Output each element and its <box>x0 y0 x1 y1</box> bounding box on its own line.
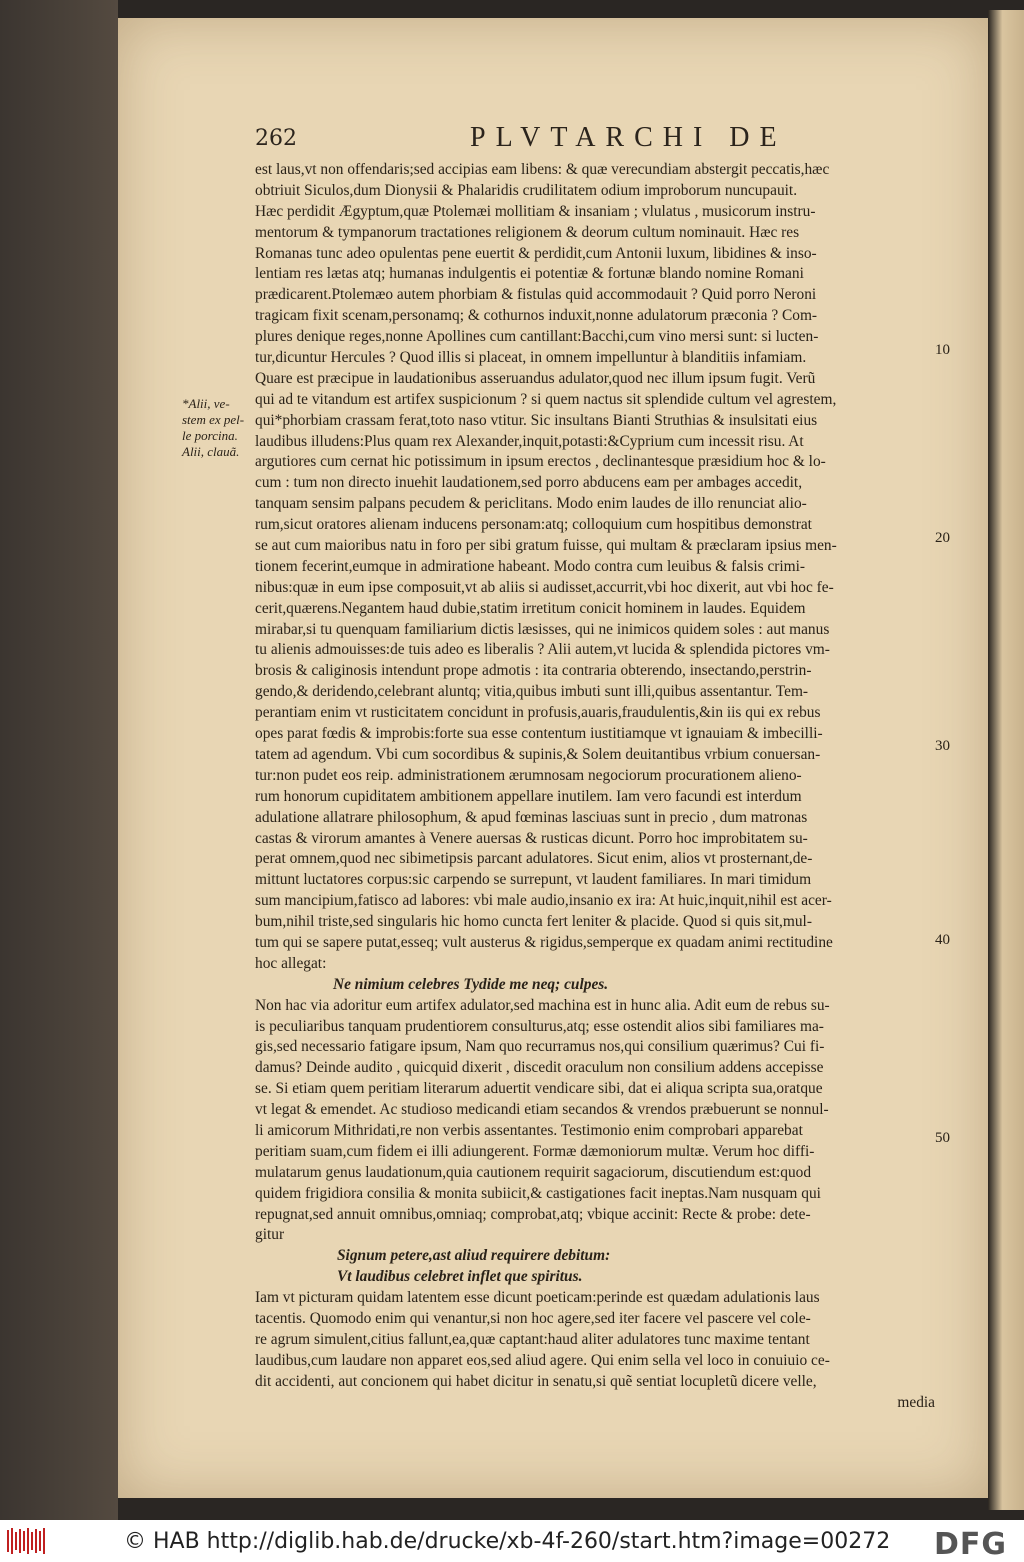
page-number: 262 <box>255 126 297 151</box>
text-line: adulatione allatrare philosophum, & apud fœminas lasciuas sunt in precio , dum matronas <box>255 808 808 826</box>
dfg-logo: DFG <box>934 1527 1008 1562</box>
line-number: 40 <box>935 932 950 948</box>
page-header <box>140 122 960 156</box>
text-line: Quare est præcipue in laudationibus asseruandus adulator,quod nec illum ipsum fugit. Verũ <box>255 369 816 387</box>
text-line: laudibus illudens:Plus quam rex Alexander,inquit,potasti:&Cyprium cum incessit risu. At <box>255 432 804 450</box>
text-line: is peculiaribus tanquam prudentiorem consulturus,atq; esse ostendit alios sibi familiares ma- <box>255 1017 824 1035</box>
text-line: Non hac via adoritur eum artifex adulator,sed machina est in hunc alia. Adit eum de rebus su- <box>255 996 830 1014</box>
text-line: obtriuit Siculos,dum Dionysii & Phalaridis crudilitatem odium improborum nuncupauit. <box>255 181 798 199</box>
text-line: Ne nimium celebres Tydide me neq; culpes. <box>333 975 609 993</box>
text-line: tragicam fixit scenam,personamq; & cothurnos induxit,nonne adulatorum præconia ? Com- <box>255 307 818 325</box>
text-line: peritiam suam,cum fidem ei illi adiungerent. Formæ dæmoniorum multæ. Verum hoc diffi- <box>255 1142 815 1160</box>
text-line: tatem ad agendum. Vbi cum socordibus & supinis,& Solem deuitantibus vrbium conuersan- <box>255 745 821 763</box>
text-line: rum,sicut oratores alienam inducens personam:atq; colloquium cum hospitibus demonstrat <box>255 516 812 534</box>
text-line: mittunt luctatores corpus:sic carpendo se surrepunt, vt laudent familiares. In mari timidum <box>255 871 812 889</box>
text-line: tu alienis admouisses:de tuis adeo es liberalis ? Alii autem,vt lucida & splendida pictores vm- <box>255 641 830 659</box>
text-line: hoc allegat: <box>255 954 327 972</box>
text-line: tacentis. Quomodo enim qui venantur,si non hoc agere,sed iter facere vel pascere vel cole- <box>255 1309 811 1327</box>
text-line: se aut cum maioribus natu in foro per sibi gratum fuisse, qui multam & præclaram ipsius men- <box>255 537 837 555</box>
text-line: li amicorum Mithridati,re non verbis assentantes. Testimonio enim comprobari apparebat <box>255 1121 803 1139</box>
text-line: plures denique reges,nonne Apollines cum cantillant:Bacchi,cum vino mersi sunt: si lucten- <box>255 328 819 346</box>
text-line: nibus:quæ in eum ipse composuit,vt ab aliis si audisset,accurrit,vbi hoc dixerit, aut vbi hoc fe- <box>255 578 834 596</box>
text-line: prædicarent.Ptolemæo autem phorbiam & fistulas quid accommodauit ? Quid porro Neroni <box>255 286 817 304</box>
text-line: tur:non pudet eos reip. administrationem ærumnosam negociorum procurationem alieno- <box>255 766 802 784</box>
text-line: quidem frigidiora consilia & monita subiicit,& castigationes facit ineptas.Nam nusquam qui <box>255 1184 821 1202</box>
page-edge <box>988 10 1024 1510</box>
text-line: bum,nihil triste,sed singularis hic homo cuncta fert leniter & placide. Quod si quis sit,mul- <box>255 913 812 931</box>
copyright-url[interactable]: © HAB http://diglib.hab.de/drucke/xb-4f-260/start.htm?image=00272 <box>124 1529 891 1554</box>
text-line: gitur <box>255 1226 285 1244</box>
body-text <box>255 160 935 1413</box>
text-line: mulatarum genus laudationum,quia cautionem requirit sagaciorum, discutiendum est:quod <box>255 1163 812 1181</box>
line-number: 20 <box>935 530 950 546</box>
text-line: castas & virorum amantes à Venere auersas & rusticas dicunt. Porro hoc improbitatem su- <box>255 829 808 847</box>
text-line: opes parat fœdis & improbis:forte sua esse contentum iustitiamque vt ignauiam & imbecilli- <box>255 725 823 743</box>
text-line: qui*phorbiam crassam ferat,toto naso vtitur. Sic insultans Bianti Struthias & insulsitati eius <box>255 411 818 429</box>
line-number: 10 <box>935 342 950 358</box>
text-line: sum mancipium,fatisco ad labores: vbi male audio,insanio ex ira: At huic,inquit,nihil est acer- <box>255 892 832 910</box>
text-line: tionem fecerint,eumque in admiratione habeant. Modo contra cum leuibus & falsis crimi- <box>255 557 806 575</box>
text-line: est laus,vt non offendaris;sed accipias eam libens: & quæ verecundiam abstergit peccatis,hæc <box>255 161 830 178</box>
text-line: qui ad te vitandum est artifex suspicionum ? si quem nactus sit splendide cultum vel agrestem, <box>255 390 837 408</box>
running-head: PLVTARCHI DE <box>470 122 787 153</box>
text-line: perantiam enim vt rusticitatem concidunt in profusis,auaris,fraudulentis,&in iis qui ex rebus <box>255 704 821 722</box>
text-line: media <box>897 1393 935 1411</box>
text-line: mentorum & tympanorum tractationes religionem & deorum cultum nominauit. Hæc res <box>255 223 800 241</box>
text-line: tanquam sensim palpans pecudem & periclitans. Modo enim laudes de illo renunciat alio- <box>255 495 807 513</box>
line-number: 30 <box>935 738 950 754</box>
text-line: tur,dicuntur Hercules ? Quod illis si placeat, in omnem impelluntur à blanditiis infamiam. <box>255 349 807 367</box>
text-line: gis,sed necessario fatigare ipsum, Nam quo recurramus nos,qui consilium quærimus? Cui fi- <box>255 1038 825 1056</box>
text-line: argutiores cum cernat hic potissimum in ipsum erectos , declinantesque præsidium hoc & lo- <box>255 453 826 471</box>
text-line: perat omnem,quod nec sibimetipsis parcant adulatores. Sicut enim, alios vt prosternant,de- <box>255 850 813 868</box>
text-line: cum : tum non directo inuehit laudationem,sed porro abducens eam per ambages accedit, <box>255 474 803 492</box>
margin-note: *Alii, ve- stem ex pel- le porcina. Alii, clauã. <box>182 396 245 459</box>
text-line: dit accidenti, aut concionem qui habet dicitur in senatu,si quẽ sentiat locupletũ dicere velle, <box>255 1372 817 1390</box>
text-line: se. Si etiam quem peritiam literarum aduertit vendicare sibi, dat ei aliqua scripta sua,oratque <box>255 1080 823 1098</box>
text-line: Vt laudibus celebret inflet que spiritus. <box>337 1268 583 1286</box>
binding-shadow <box>0 0 118 1520</box>
text-line: tum qui se sapere putat,esseq; vult austerus & rigidus,semperque ex quadam animi rectitudine <box>255 933 833 951</box>
text-line: vt legat & emendet. Ac studioso medicandi etiam secandos & vrendos præbuerunt se nonnul- <box>255 1101 829 1119</box>
text-line: Romanas tunc adeo opulentas pene euertit & perdidit,cum Antonii luxum, libidines & inso- <box>255 244 817 262</box>
text-line: lentiam res lætas atq; humanas indulgentis ei potentiæ & fortunæ blando nomine Romani <box>255 265 804 283</box>
text-line: Iam vt picturam quidam latentem esse dicunt poeticam:perinde est quædam adulationis laus <box>255 1289 820 1307</box>
text-line: rum honorum cupiditatem ambitionem appellare inutilem. Iam vero facundi est interdum <box>255 787 802 805</box>
text-line: cerit,quærens.Negantem haud dubie,statim irretitum conicit hominem in laudes. Equidem <box>255 599 806 617</box>
text-line: brosis & caliginosis intendunt prope admotis : ita contraria obterendo, insectando,perstrin- <box>255 662 812 680</box>
text-line: Hæc perdidit Ægyptum,quæ Ptolemæi mollitiam & insaniam ; vlulatus , musicorum instru- <box>255 202 816 220</box>
text-line: repugnat,sed annuit omnibus,omniaq; comprobat,atq; vbique accinit: Recte & probe: dete- <box>255 1205 811 1223</box>
text-line: damus? Deinde audito , quicquid dixerit , discedit oraculum non consilium addens accepisse <box>255 1059 824 1077</box>
hab-logo-icon <box>6 1526 46 1556</box>
footer-bar <box>0 1520 1024 1562</box>
line-number: 50 <box>935 1130 950 1146</box>
text-line: Signum petere,ast aliud requirere debitum: <box>337 1247 611 1265</box>
text-line: mirabar,si tu quenquam familiarium dictis læsisses, qui ne inimicos quidem soles : aut manus <box>255 620 830 638</box>
text-line: laudibus,cum laudare non apparet eos,sed aliud agere. Qui enim sella vel loco in conuiuio ce- <box>255 1351 830 1369</box>
text-line: gendo,& deridendo,celebrant aluntq; vitia,quibus imbuti sunt illi,quibus assentantur. Tem- <box>255 683 809 701</box>
text-line: re agrum simulent,citius fallunt,ea,quæ captant:haud aliter adulatores tunc maxime tentant <box>255 1330 810 1348</box>
